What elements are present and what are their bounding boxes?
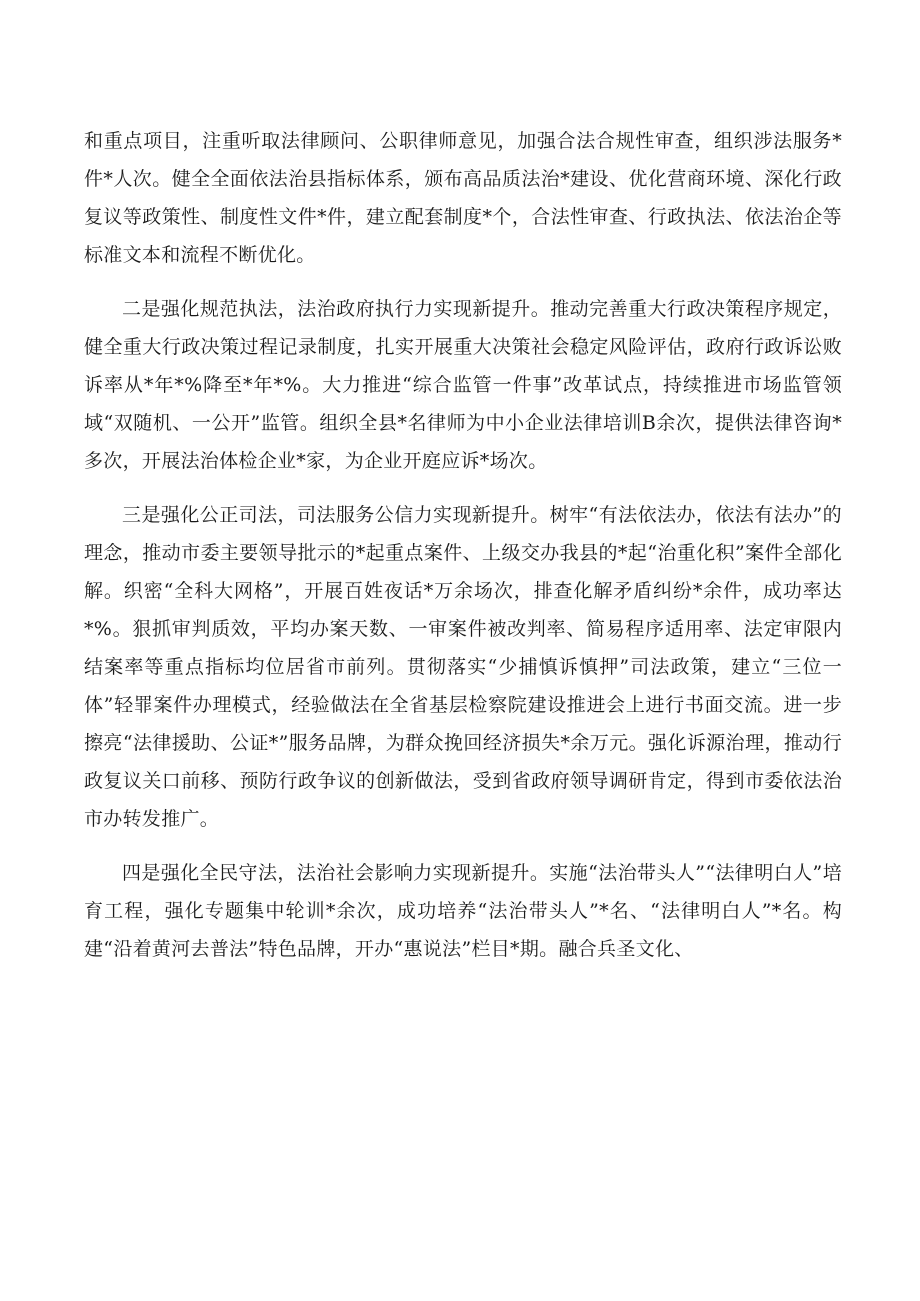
paragraph-regulated-enforcement: 二是强化规范执法，法治政府执行力实现新提升。推动完善重大行政决策程序规定，健全重大行政决策过程记录制度，扎实开展重大决策社会稳定风险评估，政府行政诉讼败诉率从*年*%降至*年*%。大力推进“综合监管一件事”改革试点，持续推进市场监管领域“双随机、一公开”监管。组织全县*名律师为中小企业法律培训B余次，提供法律咨询*多次，开展法治体检企业*家，为企业开庭应诉*场次。 <box>84 298 842 472</box>
paragraph-fair-justice: 三是强化公正司法，司法服务公信力实现新提升。树牢“有法依法办，依法有法办”的理念，推动市委主要领导批示的*起重点案件、上级交办我县的*起“治重化积”案件全部化解。织密“全科大网格”，开展百姓夜话*万余场次，排查化解矛盾纠纷*余件，成功率达*%。狠抓审判质效，平均办案天数、一审案件被改判率、简易程序适用率、法定审限内结案率等重点指标均位居省市前列。贯彻落实“少捕慎诉慎押”司法政策，建立“三位一体”轻罪案件办理模式，经验做法在全省基层检察院建设推进会上进行书面交流。进一步擦亮“法律援助、公证*”服务品牌，为群众挽回经济损失*余万元。强化诉源治理，推动行政复议关口前移、预防行政争议的创新做法，受到省政府领导调研肯定，得到市委依法治市办转发推广。 <box>84 504 842 830</box>
document-body <box>84 122 842 984</box>
paragraph-continuation: 和重点项目，注重听取法律顾问、公职律师意见，加强合法合规性审查，组织涉法服务*件*人次。健全全面依法治县指标体系，颁布高品质法治*建设、优化营商环境、深化行政复议等政策性、制度性文件*件，建立配套制度*个，合法性审查、行政执法、依法治企等标准文本和流程不断优化。 <box>84 130 842 266</box>
paragraph-law-abiding-society: 四是强化全民守法，法治社会影响力实现新提升。实施“法治带头人”“法律明白人”培育工程，强化专题集中轮训*余次，成功培养“法治带头人”*名、“法律明白人”*名。构建“沿着黄河去普法”特色品牌，开办“惠说法”栏目*期。融合兵圣文化、 <box>84 862 842 960</box>
